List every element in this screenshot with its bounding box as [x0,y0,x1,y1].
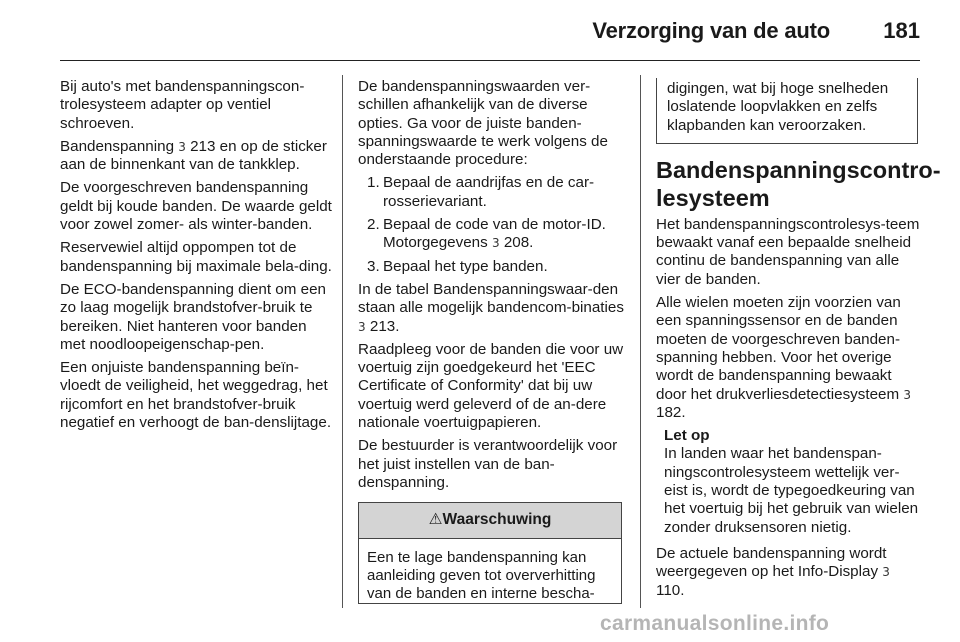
paragraph: Reservewiel altijd oppompen tot de bandenspanning bij maximale bela-ding. [60,239,332,275]
paragraph: De bandenspanningswaarden ver-schillen afhankelijk van de diverse opties. Ga voor de juiste banden-spanningswaarde te werk volgens de onderstaande procedure: [358,78,608,169]
list-number: 3. [367,257,380,275]
paragraph: De voorgeschreven bandenspanning geldt bij koude banden. De waarde geldt voor zowel zomer- als winter-banden. [60,179,332,234]
note-title: Let op [664,427,710,445]
warning-title: Waarschuwing [442,511,552,529]
note-body: In landen waar het bandenspan-ningscontrolesysteem wettelijk ver-eist is, wordt de typegoedkeuring van het voertuig bij het gebruik van wielen zonder druksensoren nietig. [664,445,919,536]
list-item [358,216,624,253]
page-ref-link[interactable]: 208. [503,234,534,252]
page-ref-icon: 3 [903,387,911,402]
page-ref-link[interactable]: 213 en op de [190,137,279,155]
page-ref-link[interactable]: 182. [656,403,686,421]
list-item [358,174,624,211]
list-text: Bepaal het type banden. [383,257,548,275]
paragraph: De bestuurder is verantwoordelijk voor het juist instellen van de ban-denspanning. [358,437,618,491]
paragraph [60,138,332,175]
warning-icon: ⚠ [428,511,443,529]
warning-box-continued: digingen, wat bij hoge snelheden loslatende loopvlakken en zelfs klapbanden kan veroorzaken. [656,78,918,144]
page-ref-link[interactable]: 213. [369,317,400,335]
page-number: 181 [883,18,920,43]
warning-box [358,502,622,604]
list-item [358,258,624,276]
list-text: Bepaal de aandrijfas en de car-rosserievariant. [383,174,595,210]
text: Alle wielen moeten zijn voorzien van een spanningssensor en de banden moeten de voorgeschreven banden-spanning hebben. Voor het overige wordt de bandenspanning bewaakt door het drukverliesdetectiesysteem [656,294,901,403]
paragraph [358,281,624,336]
page-ref-icon: 3 [491,236,500,251]
page-ref-icon: 3 [358,319,366,334]
page-ref-link[interactable]: 110. [656,581,685,599]
warning-body: Een te lage bandenspanning kan aanleiding geven tot oververhitting van de banden en interne bescha- [367,548,596,603]
page-title: Verzorging van de auto [592,18,830,43]
warning-header [359,503,621,538]
section-title: Bandenspanningscontro-lesysteem [656,156,941,211]
paragraph: Het bandenspanningscontrolesys-teem bewaakt vanaf een bepaalde snelheid continu de bandenspanning van alle vier de banden. [656,215,920,288]
column-1 [60,78,332,437]
list-text: Bepaal de code van de motor-ID. Motorgegevens [383,216,606,252]
note-box [656,427,922,537]
text: In de tabel Bandenspanningswaar-den staan alle mogelijk bandencom-binaties [358,280,624,317]
header-divider [60,60,920,61]
paragraph: Een onjuiste bandenspanning beïn-vloedt de veiligheid, het weggedrag, het rijcomfort en het brandstofver-bruik negatief en verhoogt de ban-denslijtage. [60,359,332,432]
page-ref-icon: 3 [178,139,186,154]
column-divider-2 [640,75,641,608]
paragraph [656,294,922,422]
text: Bandenspanning [60,137,179,155]
list-number: 2. [367,216,380,234]
procedure-list [358,174,624,275]
watermark: carmanualsonline.info [600,612,830,635]
page-header [0,0,960,58]
paragraph [656,545,922,600]
paragraph: Raadpleeg voor de banden die voor uw voertuig zijn goedgekeurd het 'EEC Certificate of Conformity' dat bij uw voertuig werd geleverd of de an-dere nationale voertuigpapieren. [358,340,624,432]
column-2 [358,78,624,604]
text: sticker aan de binnenkant van de tankklep. [60,137,327,174]
column-3 [656,80,941,605]
page-ref-icon: 3 [882,565,890,580]
column-divider-1 [342,75,343,608]
list-number: 1. [367,174,380,192]
paragraph: Bij auto's met bandenspanningscon-trolesysteem adapter op ventiel schroeven. [60,78,305,132]
text: De actuele bandenspanning wordt weergegeven op het Info-Display [656,544,887,581]
paragraph: De ECO-bandenspanning dient om een zo laag mogelijk brandstofver-bruik te bereiken. Niet hanteren voor banden met noodloopeigenschap-pen. [60,280,326,353]
